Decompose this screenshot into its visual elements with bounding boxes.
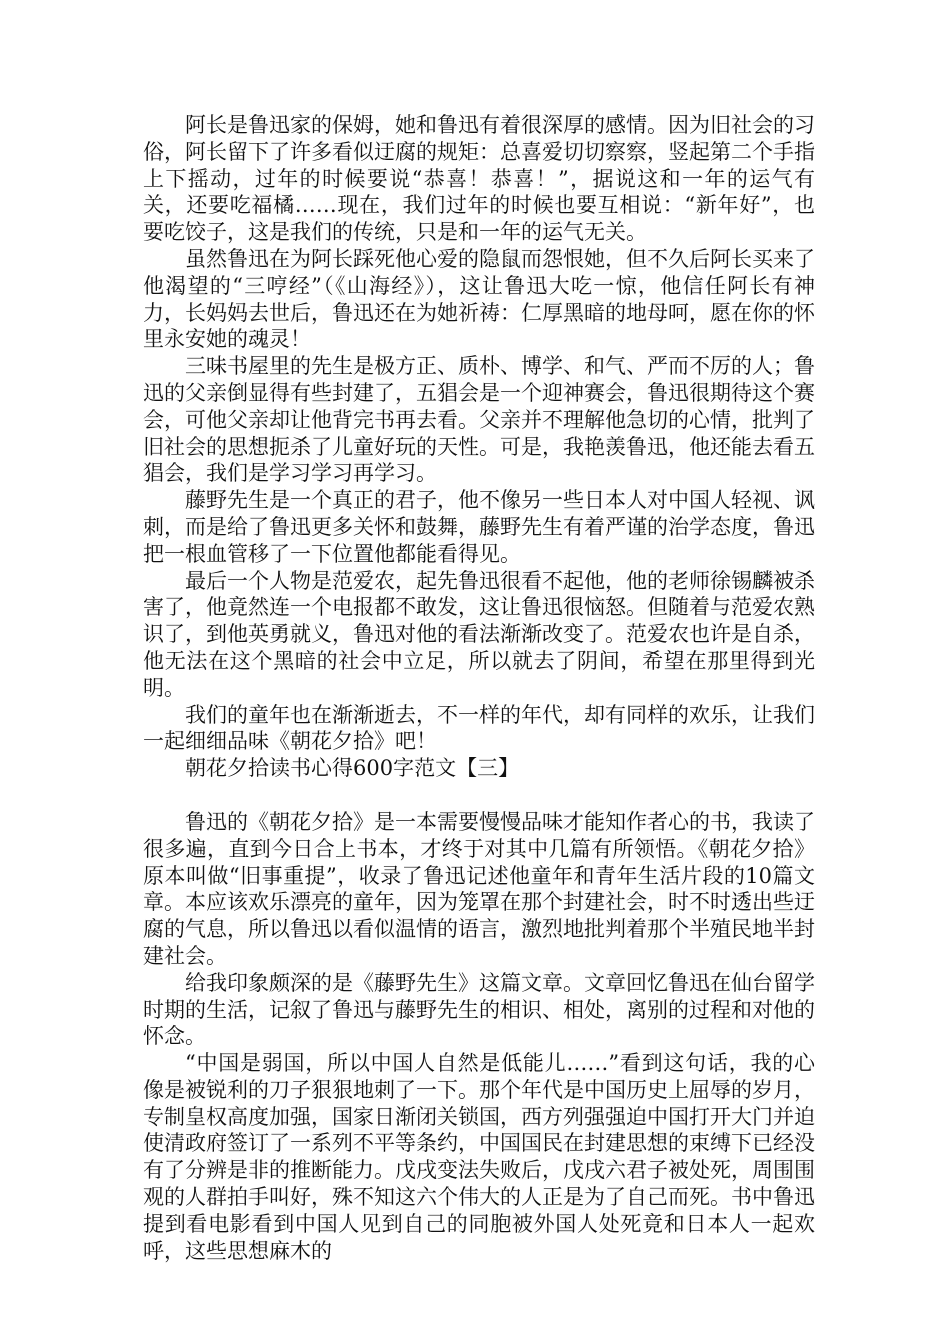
paragraph-impression: 给我印象颇深的是《藤野先生》这篇文章。文章回忆鲁迅在仙台留学时期的生活，记叙了鲁迅与藤野先生的相识、相处，离别的过程和对他的怀念。 bbox=[143, 970, 815, 1049]
paragraph-shan-hai-jing: 虽然鲁迅在为阿长踩死他心爱的隐鼠而怨恨她，但不久后阿长买来了他渴望的“三哼经”（《山海经》），这让鲁迅大吃一惊，他信任阿长有神力，长妈妈去世后，鲁迅还在为她祈祷：仁厚黑暗的地母呵，愿在你的怀里永安她的魂灵！ bbox=[143, 246, 815, 352]
paragraph-fan-ai-nong: 最后一个人物是范爱农，起先鲁迅很看不起他，他的老师徐锡麟被杀害了，他竟然连一个电报都不敢发，这让鲁迅很恼怒。但随着与范爱农熟识了，到他英勇就义，鲁迅对他的看法渐渐改变了。范爱农也许是自杀，他无法在这个黑暗的社会中立足，所以就去了阴间，希望在那里得到光明。 bbox=[143, 568, 815, 700]
paragraph-san-wei-shu-wu: 三味书屋里的先生是极方正、质朴、博学、和气、严而不厉的人；鲁迅的父亲倒显得有些封建了，五猖会是一个迎神赛会，鲁迅很期待这个赛会，可他父亲却让他背完书再去看。父亲并不理解他急切的心情，批判了旧社会的思想扼杀了儿童好玩的天性。可是，我艳羡鲁迅，他还能去看五猖会，我们是学习学习再学习。 bbox=[143, 354, 815, 486]
section-heading: 朝花夕拾读书心得600字范文【三】 bbox=[185, 756, 520, 781]
paragraph-a-chang: 阿长是鲁迅家的保姆，她和鲁迅有着很深厚的感情。因为旧社会的习俗，阿长留下了许多看似迂腐的规矩：总喜爱切切察察，竖起第二个手指上下摇动，过年的时候要说“恭喜！恭喜！”，据说这和一年的运气有关，还要吃福橘……现在，我们过年的时候也要互相说：“新年好”，也要吃饺子，这是我们的传统，只是和一年的运气无关。 bbox=[143, 113, 815, 245]
paragraph-weak-nation: “中国是弱国，所以中国人自然是低能儿……”看到这句话，我的心像是被锐利的刀子狠狠地刺了一下。那个年代是中国历史上屈辱的岁月，专制皇权高度加强，国家日渐闭关锁国，西方列强强迫中国打开大门并迫使清政府签订了一系列不平等条约，中国国民在封建思想的束缚下已经没有了分辨是非的推断能力。戊戌变法失败后，戊戌六君子被处死，周围围观的人群拍手叫好，殊不知这六个伟大的人正是为了自己而死。书中鲁迅提到看电影看到中国人见到自己的同胞被外国人处死竟和日本人一起欢呼，这些思想麻木的 bbox=[143, 1051, 815, 1263]
paragraph-intro-three: 鲁迅的《朝花夕拾》是一本需要慢慢品味才能知作者心的书，我读了很多遍，直到今日合上书本，才终于对其中几篇有所领悟。《朝花夕拾》原本叫做“旧事重提”，收录了鲁迅记述他童年和青年生活片段的10篇文章。本应该欢乐漂亮的童年，因为笼罩在那个封建社会，时不时透出些迂腐的气息，所以鲁迅以看似温情的语言，激烈地批判着那个半殖民地半封建社会。 bbox=[143, 809, 815, 968]
section-spacer bbox=[143, 782, 815, 809]
document-page bbox=[143, 112, 815, 1264]
paragraph-fujino: 藤野先生是一个真正的君子，他不像另一些日本人对中国人轻视、讽刺，而是给了鲁迅更多关怀和鼓舞，藤野先生有着严谨的治学态度，鲁迅把一根血管移了一下位置他都能看得见。 bbox=[143, 488, 815, 566]
paragraph-conclusion: 我们的童年也在渐渐逝去，不一样的年代，却有同样的欢乐，让我们一起细细品味《朝花夕拾》吧！ bbox=[143, 702, 815, 754]
